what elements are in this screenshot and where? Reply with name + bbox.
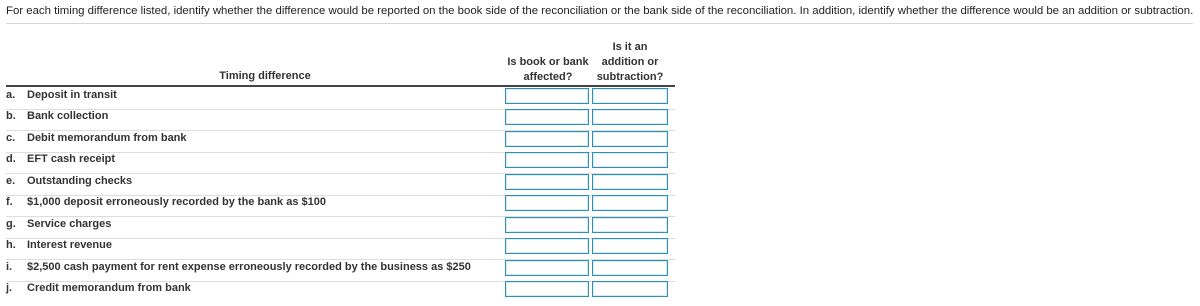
addition-or-subtraction-input[interactable] [592,217,668,233]
row-text: Debit memorandum from bank [27,132,187,144]
row-letter: f. [6,196,13,208]
row-label [6,282,191,294]
table-row [6,87,675,108]
row-label [6,89,117,101]
row-text: Deposit in transit [27,89,117,101]
addition-or-subtraction-input[interactable] [592,238,668,254]
addition-or-subtraction-input[interactable] [592,195,668,211]
header-book-or-bank [502,55,594,85]
row-letter: b. [6,110,16,122]
row-letter: h. [6,239,16,251]
addition-or-subtraction-input[interactable] [592,88,668,104]
table-row [6,173,675,194]
table-row [6,237,675,258]
row-label [6,132,187,144]
header-timing-difference: Timing difference [219,70,311,82]
table-row [6,108,675,129]
book-or-bank-input[interactable] [505,109,589,125]
row-letter: i. [6,261,13,273]
table-row [6,259,675,280]
header-addition-line2: addition or [601,56,659,68]
book-or-bank-input[interactable] [505,281,589,297]
book-or-bank-input[interactable] [505,152,589,168]
addition-or-subtraction-input[interactable] [592,174,668,190]
row-label [6,261,471,273]
row-text: Credit memorandum from bank [27,282,191,294]
row-text: Outstanding checks [27,175,133,187]
row-text: $1,000 deposit erroneously recorded by the bank as $100 [27,196,326,208]
row-letter: d. [6,153,16,165]
row-letter: g. [6,218,16,230]
addition-or-subtraction-input[interactable] [592,281,668,297]
addition-or-subtraction-input[interactable] [592,131,668,147]
book-or-bank-input[interactable] [505,238,589,254]
row-label [6,110,108,122]
book-or-bank-input[interactable] [505,88,589,104]
table-row [6,130,675,151]
header-addition-line3: subtraction? [596,71,664,83]
row-label [6,196,326,208]
row-letter: a. [6,89,16,101]
top-divider [6,23,1193,24]
addition-or-subtraction-input[interactable] [592,152,668,168]
row-letter: e. [6,175,16,187]
table-row [6,194,675,215]
table-row [6,216,675,237]
book-or-bank-input[interactable] [505,174,589,190]
row-text: EFT cash receipt [27,153,116,165]
header-book-or-bank-line1: Is book or bank [507,56,589,68]
row-label [6,218,111,230]
row-text: Service charges [27,218,112,230]
addition-or-subtraction-input[interactable] [592,260,668,276]
book-or-bank-input[interactable] [505,217,589,233]
row-label [6,175,132,187]
table-row [6,151,675,172]
row-text: $2,500 cash payment for rent expense erroneously recorded by the business as $250 [27,261,471,273]
table-row [6,280,675,301]
book-or-bank-input[interactable] [505,131,589,147]
header-addition-or-subtraction [588,40,672,85]
row-letter: c. [6,132,16,144]
instructions-text: For each timing difference listed, identify whether the difference would be reported on the book side of the reconciliation or the bank side of the reconciliation. In addition, identify whether the difference would be an addition or subtraction. [6,5,1194,17]
row-letter: j. [6,282,13,294]
book-or-bank-input[interactable] [505,260,589,276]
row-label [6,153,115,165]
header-book-or-bank-line2: affected? [523,71,573,83]
addition-or-subtraction-input[interactable] [592,109,668,125]
book-or-bank-input[interactable] [505,195,589,211]
row-text: Bank collection [27,110,109,122]
row-text: Interest revenue [27,239,112,251]
header-addition-line1: Is it an [612,41,648,53]
row-label [6,239,112,251]
